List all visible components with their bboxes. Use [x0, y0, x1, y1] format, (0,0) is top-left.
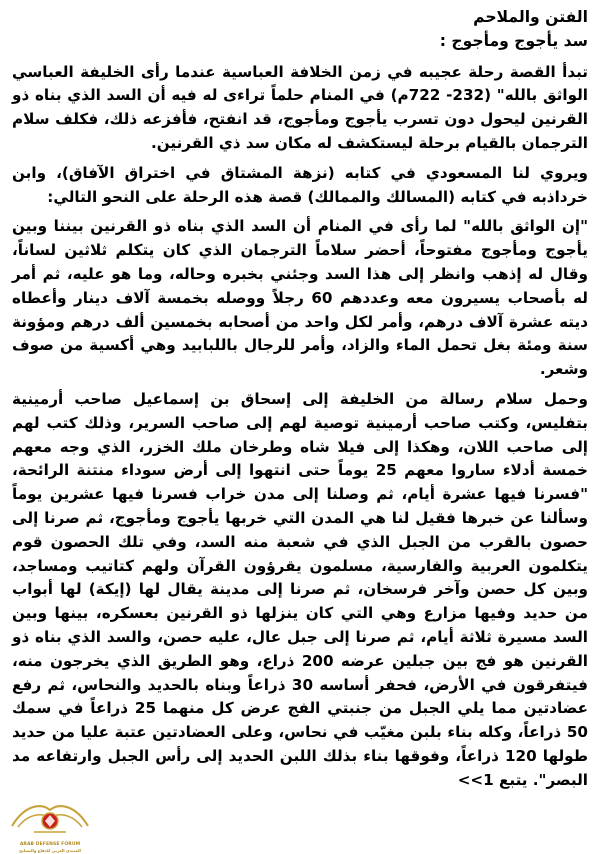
page-title: الفتن والملاحم: [473, 8, 588, 26]
forum-watermark: [4, 796, 96, 853]
spacer: [12, 54, 588, 61]
paragraph-journey: وحمل سلام رسالة من الخليفة إلى إسحاق بن إسماعيل صاحب أرمينية بتفليس، وكتب صاحب أرمينية توصية لهم إلى صاحب السرير، وذلك كتب لهم إلى صاحب اللان، وهكذا إلى فيلا شاه وطرخان ملك الخزر، الذي وجه معهم خمسة أدلاء ساروا معهم 25 يوماً حتى انتهوا إلى أرض سوداء منتنة الرائحة، "فسرنا فيها عشرة أيام، ثم وصلنا إلى مدن خراب فسرنا فيها عشرين يوماً وسألنا عن خبرها فقيل لنا هي المدن التي خربها يأجوج ومأجوج، ثم صرنا إلى حصون بالقرب من الجبل الذي في شعبة منه السد، وفي تلك الحصون قوم يتكلمون العربية والفارسية، مسلمون يقرؤون القرآن ولهم كتاتيب ومساجد، وبين كل حصن وآخر فرسخان، ثم صرنا إلى مدينة يقال لها (إيكة) لها أبواب من حديد وفيها مزارع وهي التي كان ينزلها ذو القرنين بعسكره، بينها وبين السد مسيرة ثلاثة أيام، ثم صرنا إلى جبل عال، عليه حصن، والسد الذي بناه ذو القرنين هو فج بين جبلين عرضه 200 ذراع، وهو الطريق الذي يخرجون منه، فيتفرقون في الأرض، فحفر أساسه 30 ذراعاً وبناه بالحديد والنحاس، ثم رفع عضادتين مما يلي الجبل من جنبتي الفج عرض كل منهما 25 ذراعاً في سمك 50 ذراعاً، وكله بناء بلبن مغيّب في نحاس، وعلى العضادتين عتبة عليا من حديد طولها 120 ذراعاً، وفوقها بناء بذلك اللبن الحديد إلى رأس الجبل وارتفاعه مد البصر". يتبع 1>>: [12, 389, 589, 789]
paragraph-quote: "إن الواثق بالله" لما رأى في المنام أن السد الذي بناه ذو القرنين بيننا وبين يأجوج ومأجوج مفتوحاً، أحضر سلاماً الترجمان الذي كان يتكلم ثلاثين لساناً، وقال له إذهب وانظر إلى هذا السد وجئني بخبره وحاله، وما هو عليه، ثم أمر له بأصحاب يسيرون معه وعددهم 60 رجلاً ووصله بخمسة آلاف دينار وأعطاه ديته عشرة آلاف درهم، وأمر لكل واحد من أصحابه بخمسين ألف درهم ومؤونة سنة ومئة بغل تحمل الماء والزاد، وأمر للرجال باللبابيد وهي أكسية من صوف وشعر.: [12, 217, 588, 379]
article: [12, 6, 588, 824]
paragraph-intro: تبدأ القصة رحلة عجيبه في زمن الخلافة العباسية عندما رأى الخليفة العباسي الواثق بالله" (232- 722م) في المنام حلماً تراءى له فيه أن السد الذي بناه ذو القرنين ليحول دون تسرب يأجوج ومأجوج، قد انفتح، فأفزعه ذلك، فكلف سلام الترجمان بالقيام برحلة ليستكشف له مكان سد ذي القرنين.: [12, 62, 588, 152]
paragraph-sources: ويروي لنا المسعودي في كتابه (نزهة المشتاق في اختراق الآفاق)، وابن خرداذبه في كتابه (المسالك والممالك) قصة هذه الرحلة على النحو التالي:: [12, 163, 588, 206]
forum-caption: ARAB DEFENSE FORUM: [19, 842, 81, 847]
forum-subcaption: المنتدى العربي للدفاع والتسليح: [19, 848, 81, 853]
section-title: سد يأجوج ومأجوج :: [439, 31, 588, 50]
forum-logo-icon: [4, 796, 96, 840]
